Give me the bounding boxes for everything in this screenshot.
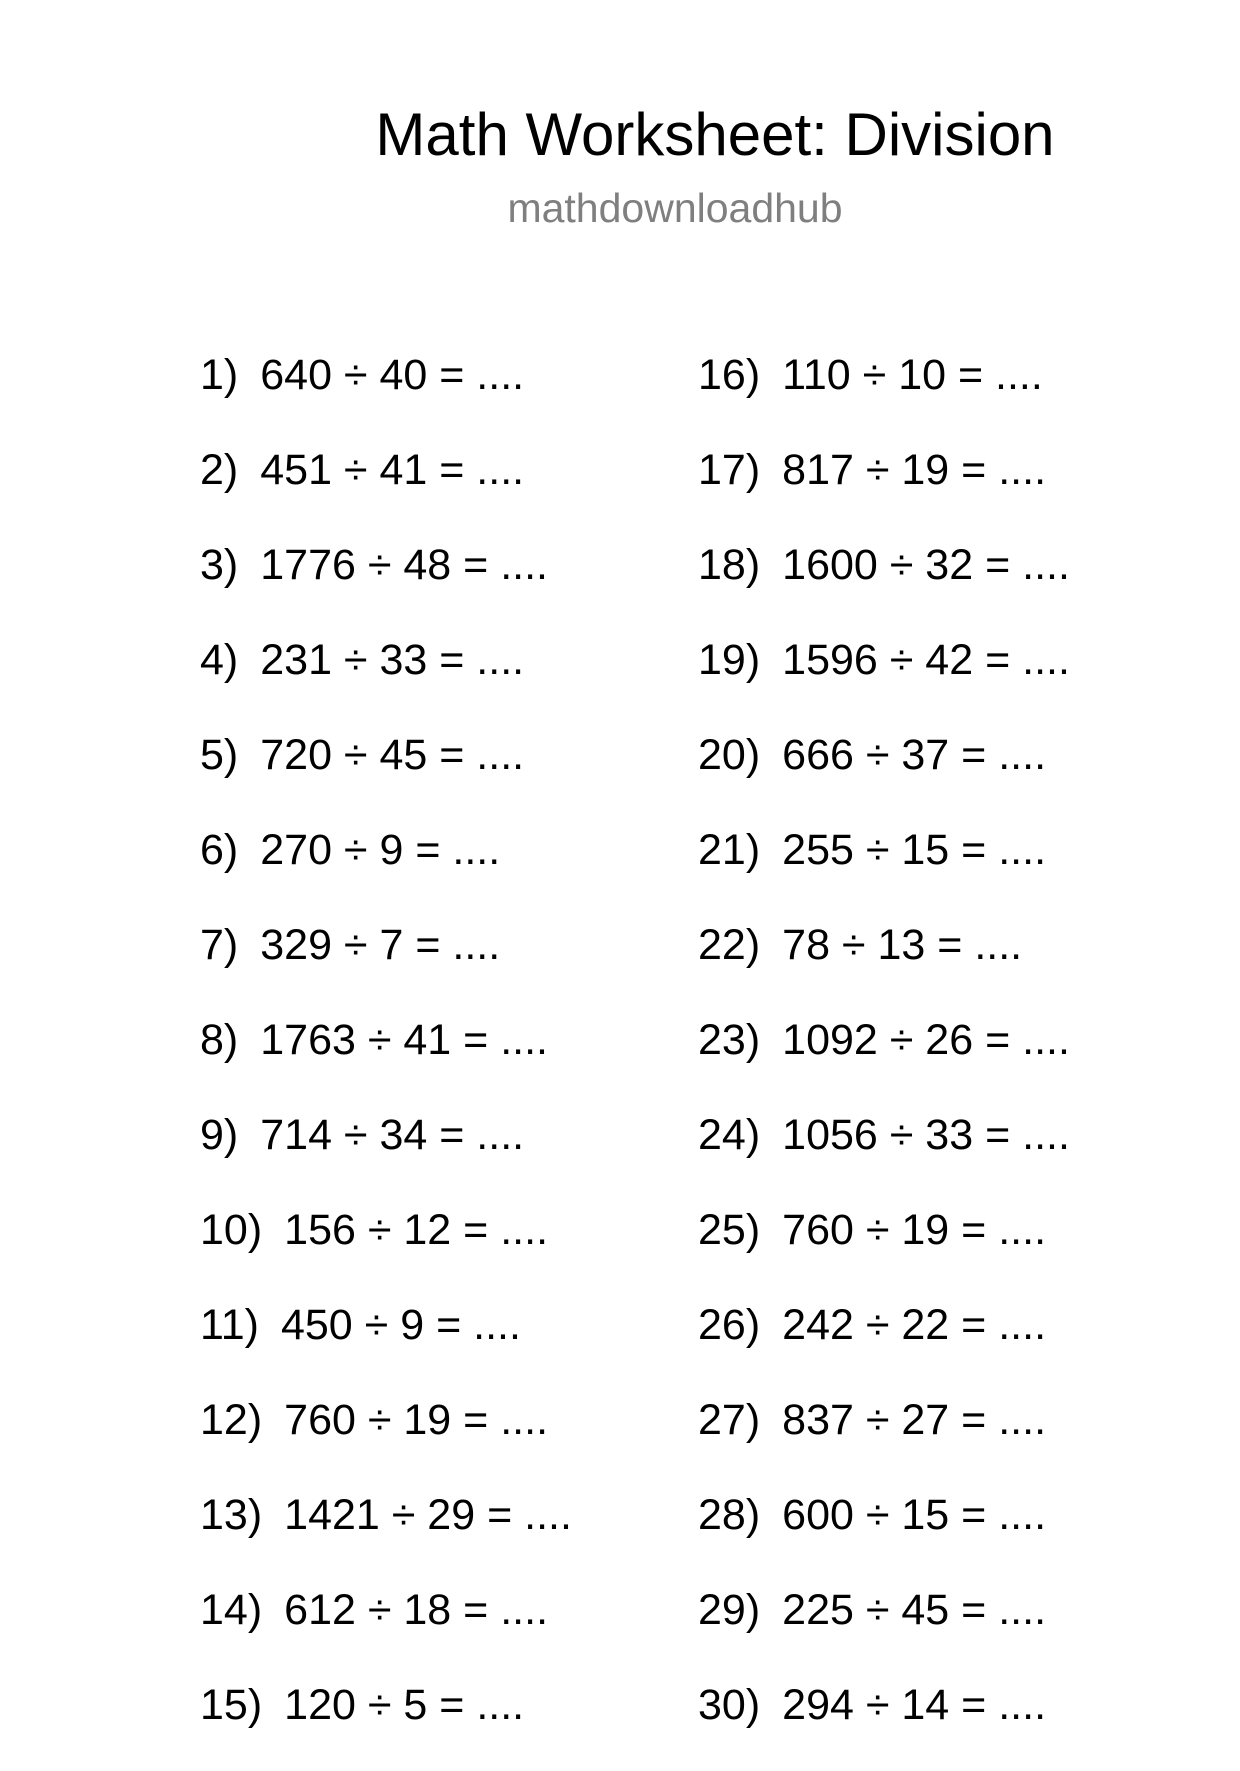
problem-number: 25) (698, 1206, 761, 1254)
problem-expression: 225 ÷ 45 = .... (782, 1586, 1047, 1634)
problem-expression: 120 ÷ 5 = .... (284, 1681, 525, 1729)
problem-number: 12) (200, 1396, 263, 1444)
problem-item (698, 1391, 1070, 1486)
problem-column-right (698, 346, 1070, 1771)
problem-item (698, 1581, 1070, 1676)
problem-number: 10) (200, 1206, 263, 1254)
problem-number: 2) (200, 446, 239, 494)
problem-column-left (200, 346, 572, 1771)
problem-item (200, 916, 572, 1011)
problem-expression: 231 ÷ 33 = .... (260, 636, 525, 684)
problem-number: 3) (200, 541, 239, 589)
problem-expression: 329 ÷ 7 = .... (260, 921, 501, 969)
problem-expression: 255 ÷ 15 = .... (782, 826, 1047, 874)
problem-number: 7) (200, 921, 239, 969)
problem-item (200, 1296, 572, 1391)
problem-expression: 760 ÷ 19 = .... (284, 1396, 549, 1444)
problem-number: 22) (698, 921, 761, 969)
problem-item (698, 821, 1070, 916)
problem-item (200, 1391, 572, 1486)
problem-item (200, 1011, 572, 1106)
problem-number: 18) (698, 541, 761, 589)
problem-item (698, 1486, 1070, 1581)
problem-number: 28) (698, 1491, 761, 1539)
problem-number: 21) (698, 826, 761, 874)
problem-number: 24) (698, 1111, 761, 1159)
problem-number: 29) (698, 1586, 761, 1634)
problem-item (200, 1106, 572, 1201)
problem-expression: 1092 ÷ 26 = .... (782, 1016, 1070, 1064)
problem-number: 23) (698, 1016, 761, 1064)
problem-item (200, 1676, 572, 1771)
problem-item (698, 441, 1070, 536)
problem-number: 17) (698, 446, 761, 494)
problem-item (200, 726, 572, 821)
problem-item (698, 346, 1070, 441)
problem-number: 26) (698, 1301, 761, 1349)
problem-item (698, 1106, 1070, 1201)
problem-item (698, 631, 1070, 726)
problem-item (698, 916, 1070, 1011)
problem-expression: 1596 ÷ 42 = .... (782, 636, 1070, 684)
problem-item (200, 821, 572, 916)
problem-expression: 1763 ÷ 41 = .... (260, 1016, 549, 1064)
problem-number: 14) (200, 1586, 263, 1634)
problem-number: 8) (200, 1016, 239, 1064)
problem-number: 27) (698, 1396, 761, 1444)
problem-item (698, 1011, 1070, 1106)
problem-expression: 720 ÷ 45 = .... (260, 731, 525, 779)
problem-expression: 451 ÷ 41 = .... (260, 446, 525, 494)
problem-number: 9) (200, 1111, 239, 1159)
problem-expression: 837 ÷ 27 = .... (782, 1396, 1047, 1444)
problem-item (698, 726, 1070, 821)
problem-item (698, 1201, 1070, 1296)
problem-expression: 612 ÷ 18 = .... (284, 1586, 549, 1634)
page-title: Math Worksheet: Division (375, 101, 1055, 168)
problem-expression: 1056 ÷ 33 = .... (782, 1111, 1070, 1159)
problem-item (200, 441, 572, 536)
problem-item (200, 631, 572, 726)
problem-item (698, 1676, 1070, 1771)
problem-number: 19) (698, 636, 761, 684)
problem-item (200, 1201, 572, 1296)
problem-number: 16) (698, 351, 761, 399)
problem-number: 1) (200, 351, 239, 399)
problem-expression: 270 ÷ 9 = .... (260, 826, 501, 874)
problem-number: 15) (200, 1681, 263, 1729)
problem-item (200, 536, 572, 631)
problem-number: 6) (200, 826, 239, 874)
problem-expression: 450 ÷ 9 = .... (280, 1301, 521, 1349)
problem-expression: 1600 ÷ 32 = .... (782, 541, 1070, 589)
problem-expression: 714 ÷ 34 = .... (260, 1111, 525, 1159)
problem-expression: 110 ÷ 10 = .... (782, 351, 1043, 399)
problem-expression: 78 ÷ 13 = .... (782, 921, 1023, 969)
problem-item (200, 1486, 572, 1581)
problem-number: 13) (200, 1491, 263, 1539)
problem-expression: 242 ÷ 22 = .... (782, 1301, 1047, 1349)
page-subtitle: mathdownloadhub (507, 185, 843, 231)
problem-expression: 1776 ÷ 48 = .... (260, 541, 549, 589)
problem-expression: 666 ÷ 37 = .... (782, 731, 1047, 779)
problem-number: 4) (200, 636, 239, 684)
problem-item (698, 536, 1070, 631)
problem-expression: 640 ÷ 40 = .... (260, 351, 525, 399)
problem-number: 20) (698, 731, 761, 779)
problem-number: 11) (200, 1301, 259, 1349)
problem-item (200, 1581, 572, 1676)
problem-item (200, 346, 572, 441)
problem-expression: 600 ÷ 15 = .... (782, 1491, 1047, 1539)
problem-expression: 156 ÷ 12 = .... (284, 1206, 549, 1254)
problem-expression: 294 ÷ 14 = .... (782, 1681, 1047, 1729)
problem-item (698, 1296, 1070, 1391)
problem-expression: 817 ÷ 19 = .... (782, 446, 1047, 494)
problem-expression: 1421 ÷ 29 = .... (284, 1491, 572, 1539)
problem-expression: 760 ÷ 19 = .... (782, 1206, 1047, 1254)
problem-number: 5) (200, 731, 239, 779)
problem-number: 30) (698, 1681, 761, 1729)
